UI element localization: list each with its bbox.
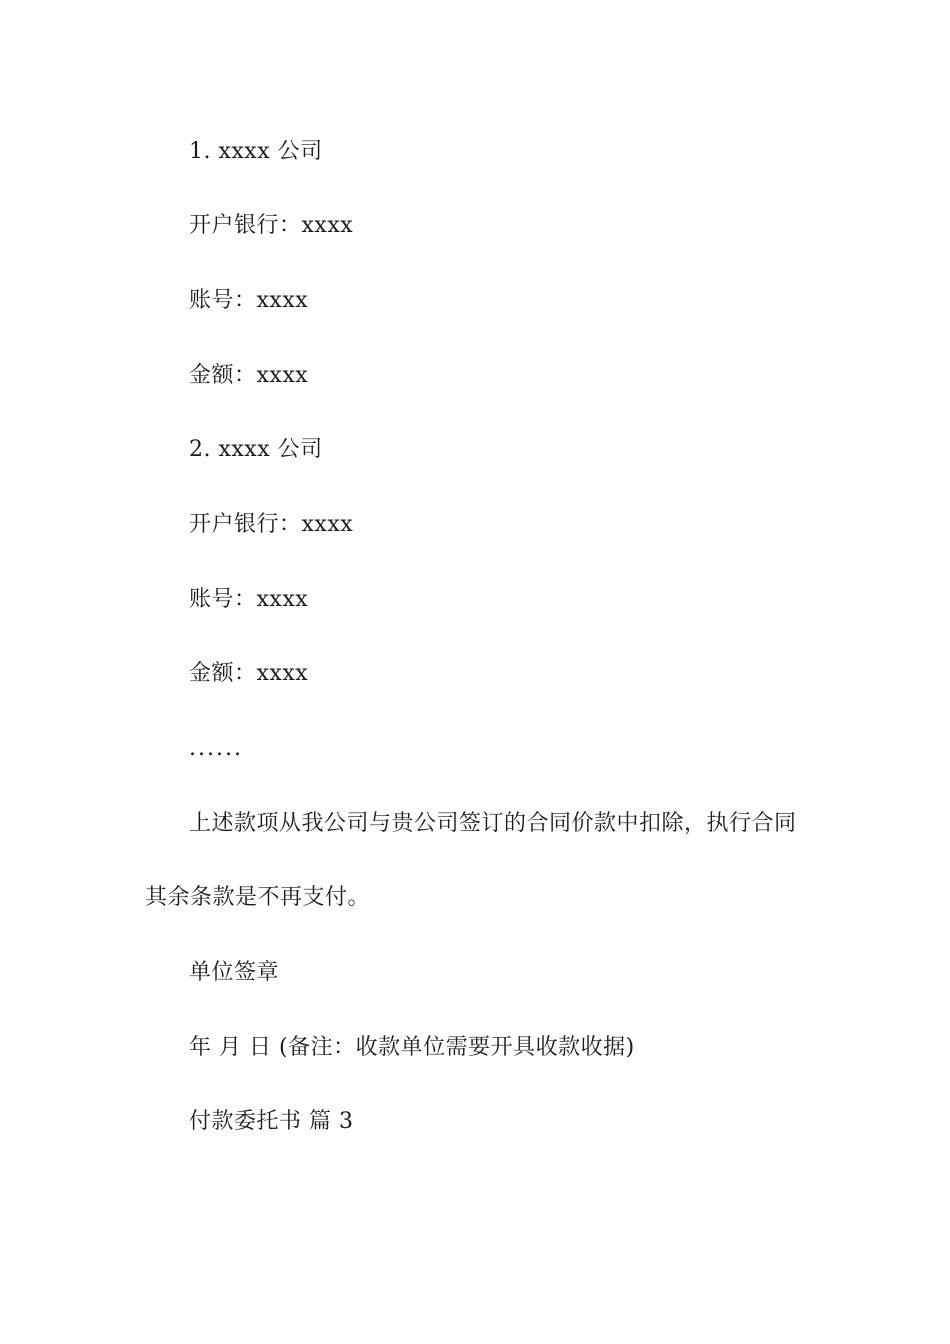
ellipsis: ...... [189,736,243,761]
payee-2-bank: 开户银行：xxxx [189,512,354,537]
payee-1-account: 账号：xxxx [189,288,309,313]
payee-1-bank: 开户银行：xxxx [189,213,354,238]
body-paragraph-line-1: 上述款项从我公司与贵公司签订的合同价款中扣除，执行合同 [189,811,797,836]
payee-2-account: 账号：xxxx [189,587,309,612]
payee-1-heading: 1. xxxx 公司 [189,139,323,164]
signature-label: 单位签章 [189,960,280,985]
section-title: 付款委托书 篇 3 [189,1109,354,1134]
payee-2-heading: 2. xxxx 公司 [189,437,323,462]
payee-1-amount: 金额：xxxx [189,363,309,388]
body-paragraph-line-2: 其余条款是不再支付。 [145,885,371,910]
date-and-note: 年 月 日 (备注：收款单位需要开具收款收据) [189,1035,635,1060]
payee-2-amount: 金额：xxxx [189,661,309,686]
